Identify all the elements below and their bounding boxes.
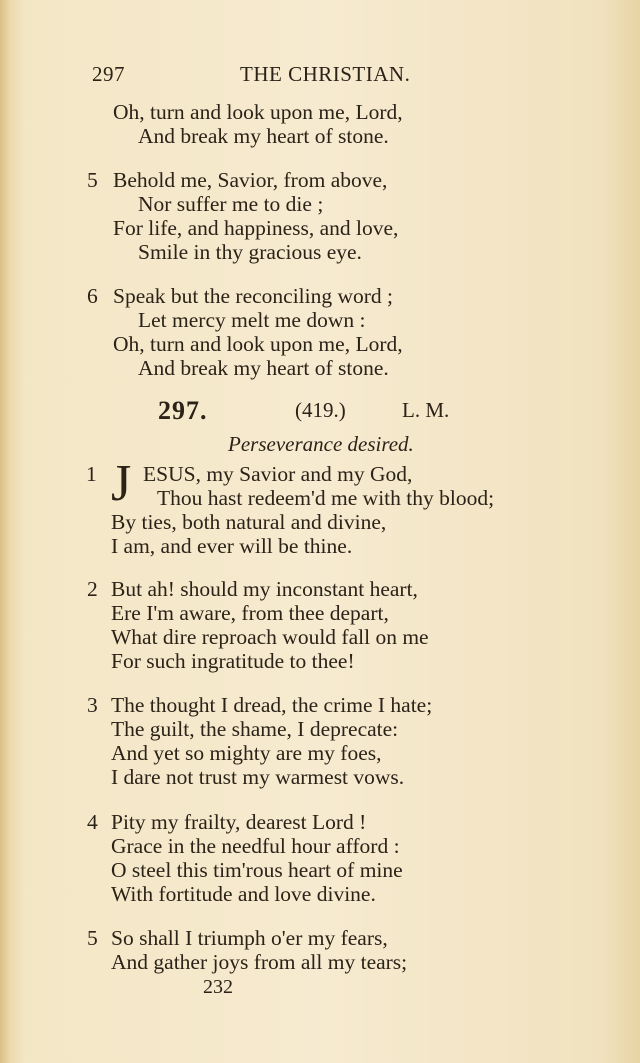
verse-line: By ties, both natural and divine, — [111, 510, 387, 534]
page-number: 297 — [92, 62, 125, 86]
stanza-number: 6 — [87, 284, 98, 308]
verse-line: I am, and ever will be thine. — [111, 534, 353, 558]
verse-line: Thou hast redeem'd me with thy blood; — [157, 486, 495, 510]
stanza-number: 5 — [87, 168, 98, 192]
stanza-number: 3 — [87, 693, 98, 717]
verse-line: Speak but the reconciling word ; — [113, 284, 394, 308]
verse-line: And gather joys from all my tears; — [111, 950, 408, 974]
verse-line: Let mercy melt me down : — [138, 308, 366, 332]
verse-line: Grace in the needful hour afford : — [111, 834, 400, 858]
stanza-number: 5 — [87, 926, 98, 950]
verse-line: But ah! should my inconstant heart, — [111, 577, 418, 601]
verse-line: What dire reproach would fall on me — [111, 625, 429, 649]
verse-line: Oh, turn and look upon me, Lord, — [113, 100, 403, 124]
verse-line: And yet so mighty are my foes, — [111, 741, 382, 765]
verse-line: I dare not trust my warmest vows. — [111, 765, 405, 789]
hymn-reference: (419.) — [295, 398, 346, 422]
verse-line: Pity my frailty, dearest Lord ! — [111, 810, 367, 834]
verse-line: And break my heart of stone. — [138, 356, 389, 380]
hymn-meter: L. M. — [402, 398, 450, 422]
drop-cap: J — [111, 455, 132, 512]
verse-line: For such ingratitude to thee! — [111, 649, 355, 673]
stanza-number: 2 — [87, 577, 98, 601]
verse-line: Behold me, Savior, from above, — [113, 168, 388, 192]
verse-line: The thought I dread, the crime I hate; — [111, 693, 433, 717]
verse-line: So shall I triumph o'er my fears, — [111, 926, 388, 950]
verse-line: Nor suffer me to die ; — [138, 192, 324, 216]
verse-line: ESUS, my Savior and my God, — [143, 462, 413, 486]
verse-line: Smile in thy gracious eye. — [138, 240, 362, 264]
signature-mark: 232 — [203, 976, 233, 998]
stanza-number: 1 — [86, 462, 97, 486]
verse-line: For life, and happiness, and love, — [113, 216, 399, 240]
verse-line: Ere I'm aware, from thee depart, — [111, 601, 389, 625]
verse-line: Oh, turn and look upon me, Lord, — [113, 332, 403, 356]
verse-line: And break my heart of stone. — [138, 124, 389, 148]
verse-line: O steel this tim'rous heart of mine — [111, 858, 403, 882]
hymn-number: 297. — [158, 396, 208, 425]
verse-line: The guilt, the shame, I deprecate: — [111, 717, 399, 741]
stanza-number: 4 — [87, 810, 98, 834]
running-title: THE CHRISTIAN. — [240, 62, 411, 86]
verse-line: With fortitude and love divine. — [111, 882, 376, 906]
hymn-subtitle: Perseverance desired. — [228, 432, 414, 456]
